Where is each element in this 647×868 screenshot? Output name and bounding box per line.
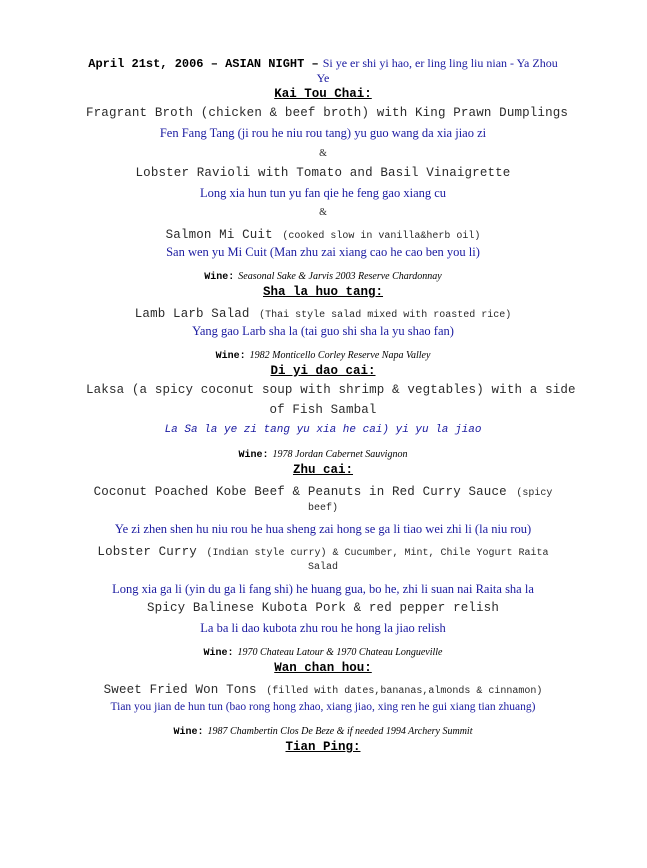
section-heading-kai-tou-chai: Kai Tou Chai: [274,87,372,101]
dish-lobster-curry-pinyin: Long xia ga li (yin du ga li fang shi) he huang gua, bo he, zhi li suan nai Raita sha la [112,582,534,596]
dish-note: (Indian style curry) & Cucumber, Mint, Chile Yogurt Raita [206,548,549,559]
dish-note: (cooked slow in vanilla&herb oil) [282,231,481,242]
wine-label: Wine: [204,272,235,283]
dish-lobster-ravioli-pinyin: Long xia hun tun yu fan qie he feng gao xiang cu [199,186,447,200]
wine-label: Wine: [173,727,204,738]
wine-label: Wine: [203,648,234,659]
dish-fried-won-tons-pinyin: Tian you jian de hun tun (bao rong hong zhao, xiang jiao, xing ren he gui xiang tian zhuang) [110,701,536,713]
dish-lamb-larb-salad [86,304,560,322]
section-heading-sha-la-huo-tang: Sha la huo tang: [262,285,384,299]
dish-kobe-beef-note-cont: beef) [307,503,338,514]
dish-salmon-mi-cuit-pinyin: San wen yu Mi Cuit (Man zhu zai xiang cao he cao ben you li) [166,245,480,259]
dish-fragrant-broth-pinyin: Fen Fang Tang (ji rou he niu rou tang) yu guo wang da xia jiao zi [159,126,487,140]
wine-pairing [86,642,560,660]
dish-balinese-pork-pinyin: La ba li dao kubota zhu rou he hong la jiao relish [200,621,446,635]
dish-note: (filled with dates,bananas,almonds & cinnamon) [266,686,543,697]
wine-label: Wine: [238,450,269,461]
dish-name: Salmon Mi Cuit [165,228,273,242]
dish-note: (spicy [516,488,553,499]
dish-lobster-curry-note-cont: Salad [307,562,338,573]
dish-note: (Thai style salad mixed with roasted rice) [259,310,512,321]
event-title-pinyin: Si ye er shi yi hao, er ling ling liu nian - Ya Zhou [322,56,558,70]
menu-title [86,54,560,72]
dish-balinese-pork: Spicy Balinese Kubota Pork & red pepper relish [147,601,499,615]
wine-name: 1978 Jordan Cabernet Sauvignon [272,449,408,460]
section-heading-zhu-cai: Zhu cai: [292,463,353,477]
wine-name: 1982 Monticello Corley Reserve Napa Valley [249,350,431,361]
dish-name: Lamb Larb Salad [134,307,250,321]
dish-laksa-pinyin: La Sa la ye zi tang yu xia he cai) yi yu la jiao [164,424,482,436]
wine-name: 1970 Chateau Latour & 1970 Chateau Longueville [237,647,443,658]
dish-lobster-ravioli: Lobster Ravioli with Tomato and Basil Vinaigrette [135,166,511,180]
wine-label: Wine: [215,351,246,362]
event-title-pinyin-cont: Ye [316,71,330,85]
dish-lobster-curry [86,542,560,560]
dish-laksa-cont: of Fish Sambal [269,403,377,417]
wine-name: Seasonal Sake & Jarvis 2003 Reserve Chardonnay [238,271,442,282]
ampersand-divider: & [319,207,327,218]
dish-name: Sweet Fried Won Tons [103,683,257,697]
section-heading-di-yi-dao-cai: Di yi dao cai: [270,364,376,378]
section-heading-tian-ping: Tian Ping: [285,740,361,754]
dish-salmon-mi-cuit [86,225,560,243]
wine-pairing [86,266,560,284]
dish-kobe-beef-pinyin: Ye zi zhen shen hu niu rou he hua sheng zai hong se ga li tiao wei zhi li (la niu rou) [114,522,532,536]
event-date-title: April 21st, 2006 – ASIAN NIGHT – [88,57,319,71]
dish-name: Lobster Curry [97,545,197,559]
wine-name: 1987 Chambertin Clos De Beze & if needed 1994 Archery Summit [207,726,473,737]
dish-fried-won-tons [86,680,560,698]
dish-fragrant-broth: Fragrant Broth (chicken & beef broth) with King Prawn Dumplings [86,106,569,120]
dish-kobe-beef [86,482,560,500]
ampersand-divider: & [319,148,327,159]
wine-pairing [86,721,560,739]
wine-pairing [86,345,560,363]
dish-lamb-larb-salad-pinyin: Yang gao Larb sha la (tai guo shi sha la yu shao fan) [192,324,454,338]
wine-pairing [86,444,560,462]
section-heading-wan-chan-hou: Wan chan hou: [274,661,372,675]
dish-laksa: Laksa (a spicy coconut soup with shrimp & vegtables) with a side [86,383,576,397]
dish-name: Coconut Poached Kobe Beef & Peanuts in Red Curry Sauce [93,485,507,499]
